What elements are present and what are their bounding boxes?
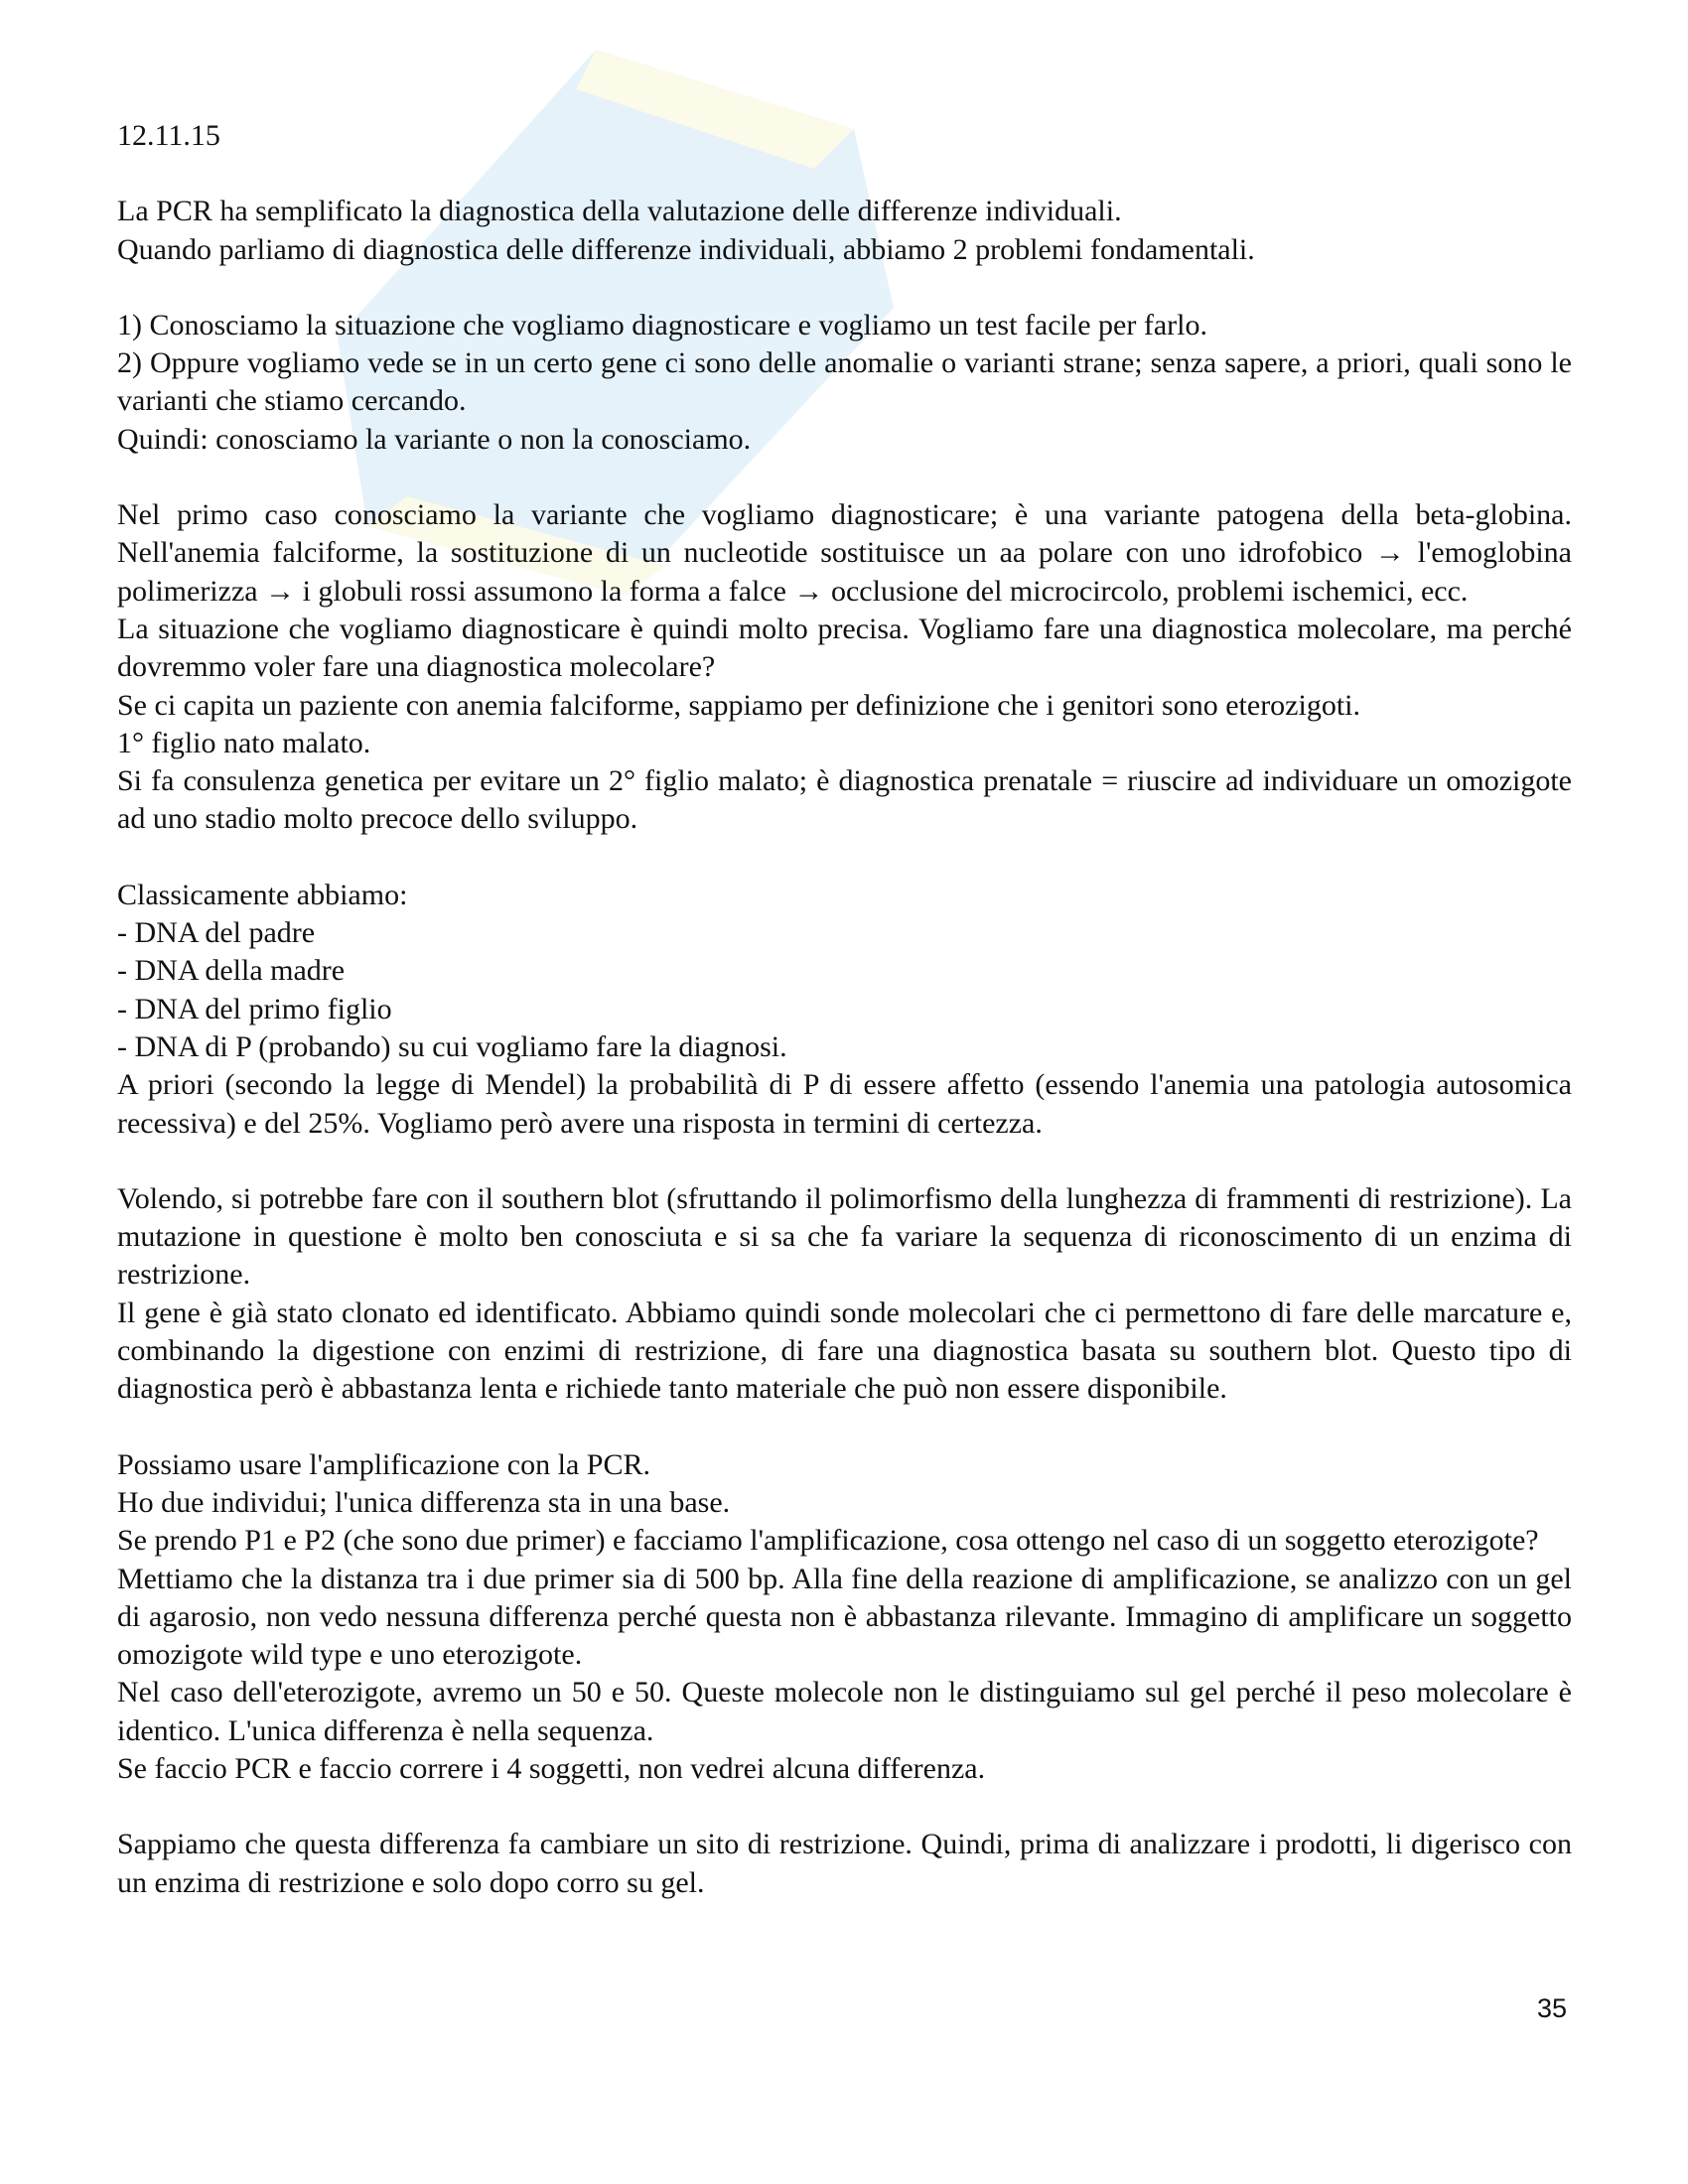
paragraph-text: La PCR ha semplificato la diagnostica della valutazione delle differenze individuali. [117,195,1122,228]
paragraph-text: Il gene è già stato clonato ed identificato. Abbiamo quindi sonde molecolari che ci permettono di fare delle marcature e, combinando la digestione con enzimi di restrizione, di fare una diagnostica basata su southern blot. Questo tipo di diagnostica però è abbastanza lenta e richiede tanto materiale che può non essere disponibile. [117,1296,1572,1406]
paragraph-text: Si fa consulenza genetica per evitare un 2° figlio malato; è diagnostica prenatale = riuscire ad individuare un omozigote ad uno stadio molto precoce dello sviluppo. [117,764,1572,836]
page-number: 35 [1536,1993,1567,2023]
paragraph-text: 1) Conosciamo la situazione che vogliamo diagnosticare e vogliamo un test facile per farlo. [117,308,1207,341]
paragraph-gap [117,155,1572,193]
paragraph-text: Se prendo P1 e P2 (che sono due primer) e facciamo l'amplificazione, cosa ottengo nel caso di un soggetto eterozigote? [117,1524,1539,1558]
paragraph-text: Nel caso dell'eterozigote, avremo un 50 e 50. Queste molecole non le distinguiamo sul gel perché il peso molecolare è identico. L'unica differenza è nella sequenza. [117,1676,1572,1747]
paragraph-text: Nel primo caso conosciamo la variante che vogliamo diagnosticare; è una variante patogena della beta-globina. Nell'anemia falciforme, la sostituzione di un nucleotide sostituisce un aa polare con uno idrofobico → l'emoglobina polimerizza → i globuli rossi assumono la forma a falce → occlusione del microcircolo, problemi ischemici, ecc. [117,498,1572,608]
list-item: - DNA di P (probando) su cui vogliamo fare la diagnosi. [117,1029,787,1063]
paragraph-text: La situazione che vogliamo diagnosticare è quindi molto precisa. Vogliamo fare una diagnostica molecolare, ma perché dovremmo voler fare una diagnostica molecolare? [117,612,1572,684]
paragraph-text: Quindi: conosciamo la variante o non la conosciamo. [117,422,752,456]
paragraph-gap [117,1143,1572,1180]
paragraph-text: Mettiamo che la distanza tra i due primer sia di 500 bp. Alla fine della reazione di amplificazione, se analizzo con un gel di agarosio, non vedo nessuna differenza perché questa non è abbastanza rilevante. Immagino di amplificare un soggetto omozigote wild type e uno eterozigote. [117,1562,1572,1672]
paragraph-text: Ho due individui; l'unica differenza sta in una base. [117,1485,731,1519]
paragraph-gap [117,459,1572,496]
list-item: - DNA del primo figlio [117,992,392,1025]
paragraph-text: Se faccio PCR e faccio correre i 4 soggetti, non vedrei alcuna differenza. [117,1751,986,1785]
paragraph-text: Possiamo usare l'amplificazione con la PCR. [117,1447,650,1481]
paragraph-text: Volendo, si potrebbe fare con il southern blot (sfruttando il polimorfismo della lunghezza di frammenti di restrizione). La mutazione in questione è molto ben conosciuta e si sa che fa variare la sequenza di riconoscimento di un enzima di restrizione. [117,1181,1572,1292]
paragraph-gap [117,269,1572,307]
paragraph-text: A priori (secondo la legge di Mendel) la probabilità di P di essere affetto (essendo l'anemia una patologia autosomica recessiva) e del 25%. Vogliamo però avere una risposta in termini di certezza. [117,1068,1572,1140]
paragraph-text: 2) Oppure vogliamo vede se in un certo gene ci sono delle anomalie o varianti strane; senza sapere, a priori, quali sono le varianti che stiamo cercando. [117,346,1572,418]
list-item: - DNA del padre [117,916,316,950]
paragraph-text: Se ci capita un paziente con anemia falciforme, sappiamo per definizione che i genitori sono eterozigoti. [117,688,1361,722]
paragraph-gap [117,1409,1572,1446]
paragraph-text: Classicamente abbiamo: [117,878,408,911]
list-item: - DNA della madre [117,954,346,988]
paragraph-gap [117,839,1572,877]
paragraph-gap [117,1788,1572,1826]
paragraph-text: Quando parliamo di diagnostica delle differenze individuali, abbiamo 2 problemi fondamentali. [117,232,1255,266]
paragraph-text: 1° figlio nato malato. [117,726,371,759]
date-line: 12.11.15 [117,119,220,152]
paragraph-text: Sappiamo che questa differenza fa cambiare un sito di restrizione. Quindi, prima di analizzare i prodotti, li digerisco con un enzima di restrizione e solo dopo corro su gel. [117,1828,1572,1899]
document-body [117,117,1572,1902]
